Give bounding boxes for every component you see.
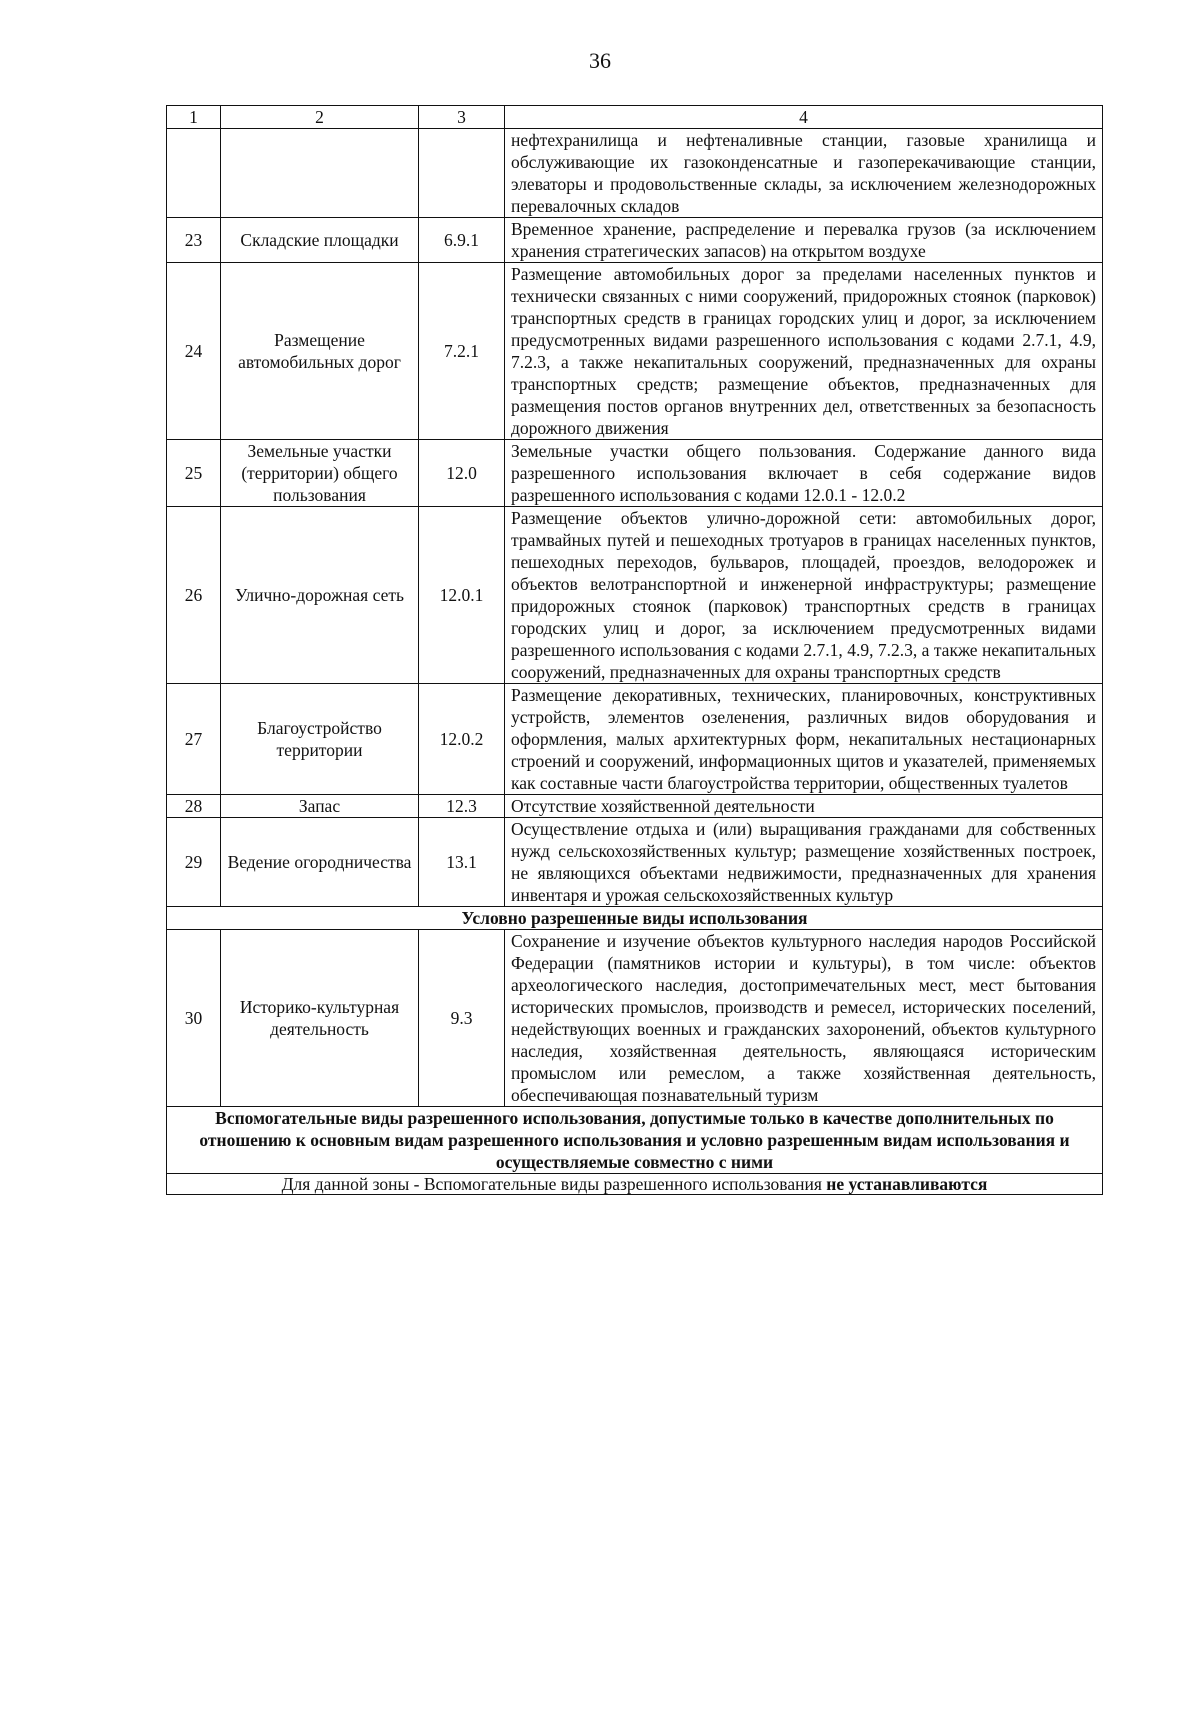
footer-row	[167, 1174, 1103, 1195]
row-number: 28	[167, 795, 221, 818]
use-type-name: Улично-дорожная сеть	[221, 507, 419, 684]
table-row	[167, 795, 1103, 818]
table-header-row	[167, 106, 1103, 129]
use-type-name: Складские площадки	[221, 218, 419, 263]
row-number: 26	[167, 507, 221, 684]
use-type-description: Осуществление отдыха и (или) выращивания гражданами для собственных нужд сельскохозяйственных культур; размещение хозяйственных построек, не являющихся объектами недвижимости, предназначенных для хранения инвентаря и урожая сельскохозяйственных культур	[505, 818, 1103, 907]
header-col-2: 2	[221, 106, 419, 129]
use-type-code: 9.3	[419, 930, 505, 1107]
use-type-name: Размещение автомобильных дорог	[221, 263, 419, 440]
conditional-uses-heading: Условно разрешенные виды использования	[167, 907, 1103, 930]
table-row	[167, 818, 1103, 907]
table-row	[167, 930, 1103, 1107]
row-number	[167, 129, 221, 218]
row-number: 27	[167, 684, 221, 795]
page-number: 36	[589, 48, 611, 73]
section-heading-row	[167, 1107, 1103, 1174]
use-type-name: Земельные участки (территории) общего пользования	[221, 440, 419, 507]
use-type-description: нефтехранилища и нефтеналивные станции, газовые хранилища и обслуживающие их газоконденсатные и газоперекачивающие станции, элеваторы и продовольственные склады, за исключением железнодорожных перевалочных складов	[505, 129, 1103, 218]
table-row	[167, 129, 1103, 218]
use-type-name: Ведение огородничества	[221, 818, 419, 907]
use-type-code	[419, 129, 505, 218]
use-type-name	[221, 129, 419, 218]
use-type-name: Благоустройство территории	[221, 684, 419, 795]
auxiliary-note-emphasis: не устанавливаются	[826, 1174, 988, 1194]
use-type-description: Сохранение и изучение объектов культурного наследия народов Российской Федерации (памятников истории и культуры), в том числе: объектов археологического наследия, достопримечательных мест, мест бытования исторических промыслов, производств и ремесел, исторических поселений, недействующих военных и гражданских захоронений, объектов культурного наследия, хозяйственная деятельность, являющаяся историческим промыслом или ремеслом, а также хозяйственная деятельность, обеспечивающая познавательный туризм	[505, 930, 1103, 1107]
header-col-1: 1	[167, 106, 221, 129]
row-number: 30	[167, 930, 221, 1107]
row-number: 29	[167, 818, 221, 907]
use-type-description: Временное хранение, распределение и перевалка грузов (за исключением хранения стратегических запасов) на открытом воздухе	[505, 218, 1103, 263]
use-type-code: 6.9.1	[419, 218, 505, 263]
use-type-description: Земельные участки общего пользования. Содержание данного вида разрешенного использования включает в себя содержание видов разрешенного использования с кодами 12.0.1 - 12.0.2	[505, 440, 1103, 507]
use-type-name: Историко-культурная деятельность	[221, 930, 419, 1107]
row-number: 25	[167, 440, 221, 507]
table-row	[167, 684, 1103, 795]
use-type-description: Размещение декоративных, технических, планировочных, конструктивных устройств, элементов озеленения, различных видов оборудования и оформления, малых архитектурных форм, некапитальных нестационарных строений и сооружений, информационных щитов и указателей, применяемых как составные части благоустройства территории, общественных туалетов	[505, 684, 1103, 795]
use-type-code: 12.0.1	[419, 507, 505, 684]
use-type-code: 12.0.2	[419, 684, 505, 795]
header-col-4: 4	[505, 106, 1103, 129]
use-type-name: Запас	[221, 795, 419, 818]
use-type-description: Размещение объектов улично-дорожной сети: автомобильных дорог, трамвайных путей и пешеходных тротуаров в границах населенных пунктов, пешеходных переходов, бульваров, площадей, проездов, велодорожек и объектов велотранспортной и инженерной инфраструктуры; размещение придорожных стоянок (парковок) транспортных средств в границах городских улиц и дорог, за исключением предусмотренных видами разрешенного использования с кодами 2.7.1, 4.9, 7.2.3, а также некапитальных сооружений, предназначенных для охраны транспортных средств	[505, 507, 1103, 684]
use-type-code: 12.3	[419, 795, 505, 818]
table-row	[167, 440, 1103, 507]
auxiliary-uses-note	[167, 1174, 1103, 1195]
section-heading-row	[167, 907, 1103, 930]
table-row	[167, 263, 1103, 440]
row-number: 24	[167, 263, 221, 440]
use-type-code: 13.1	[419, 818, 505, 907]
auxiliary-note-text: Для данной зоны - Вспомогательные виды разрешенного использования	[281, 1174, 827, 1194]
use-type-description: Отсутствие хозяйственной деятельности	[505, 795, 1103, 818]
table-row	[167, 507, 1103, 684]
row-number: 23	[167, 218, 221, 263]
use-type-description: Размещение автомобильных дорог за пределами населенных пунктов и технически связанных с ними сооружений, придорожных стоянок (парковок) транспортных средств в границах городских улиц и дорог, за исключением предусмотренных видами разрешенного использования с кодами 2.7.1, 4.9, 7.2.3, а также некапитальных сооружений, предназначенных для охраны транспортных средств; размещение объектов, предназначенных для размещения постов органов внутренних дел, ответственных за безопасность дорожного движения	[505, 263, 1103, 440]
use-type-code: 7.2.1	[419, 263, 505, 440]
header-col-3: 3	[419, 106, 505, 129]
land-use-table	[166, 105, 1103, 1195]
auxiliary-uses-heading: Вспомогательные виды разрешенного использования, допустимые только в качестве дополнительных по отношению к основным видам разрешенного использования и условно разрешенным видам использования и осуществляемые совместно с ними	[167, 1107, 1103, 1174]
table-row	[167, 218, 1103, 263]
use-type-code: 12.0	[419, 440, 505, 507]
